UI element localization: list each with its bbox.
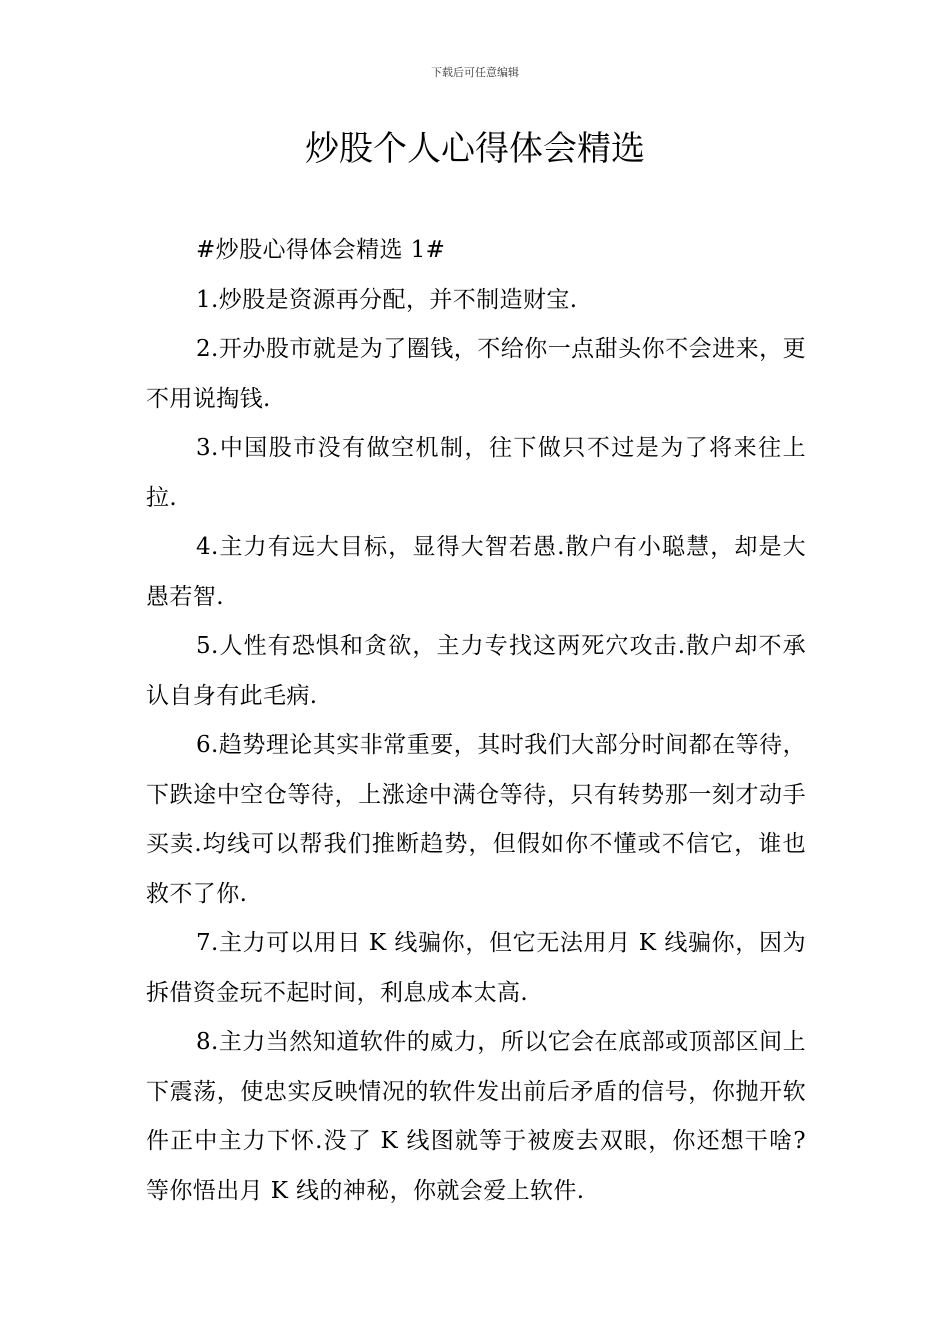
- paragraph-2: 2.开办股市就是为了圈钱，不给你一点甜头你不会进来，更不用说掏钱.: [146, 336, 806, 412]
- document-body: [146, 226, 806, 1216]
- paragraph-8: 8.主力当然知道软件的威力，所以它会在底部或顶部区间上下震荡，使忠实反映情况的软件发出前后矛盾的信号，你抛开软件正中主力下怀.没了 K 线图就等于被废去双眼，你还想干啥?等你悟出月 K 线的神秘，你就会爱上软件.: [146, 1029, 806, 1204]
- paragraph-6: 6.趋势理论其实非常重要，其时我们大部分时间都在等待，下跌途中空仓等待，上涨途中满仓等待，只有转势那一刻才动手买卖.均线可以帮我们推断趋势，但假如你不懂或不信它，谁也救不了你.: [146, 732, 806, 907]
- paragraph-7: 7.主力可以用日 K 线骗你，但它无法用月 K 线骗你，因为拆借资金玩不起时间，利息成本太高.: [146, 930, 806, 1006]
- paragraph-4: 4.主力有远大目标，显得大智若愚.散户有小聪慧，却是大愚若智.: [146, 534, 806, 610]
- section-heading: #炒股心得体会精选 1#: [196, 237, 446, 263]
- paragraph-3: 3.中国股市没有做空机制，往下做只不过是为了将来往上拉.: [146, 435, 806, 511]
- header-note: 下载后可任意编辑: [431, 66, 519, 79]
- paragraph-1: 1.炒股是资源再分配，并不制造财宝.: [196, 286, 578, 313]
- page-title: 炒股个人心得体会精选: [305, 129, 645, 169]
- paragraph-5: 5.人性有恐惧和贪欲，主力专找这两死穴攻击.散户却不承认自身有此毛病.: [146, 633, 806, 709]
